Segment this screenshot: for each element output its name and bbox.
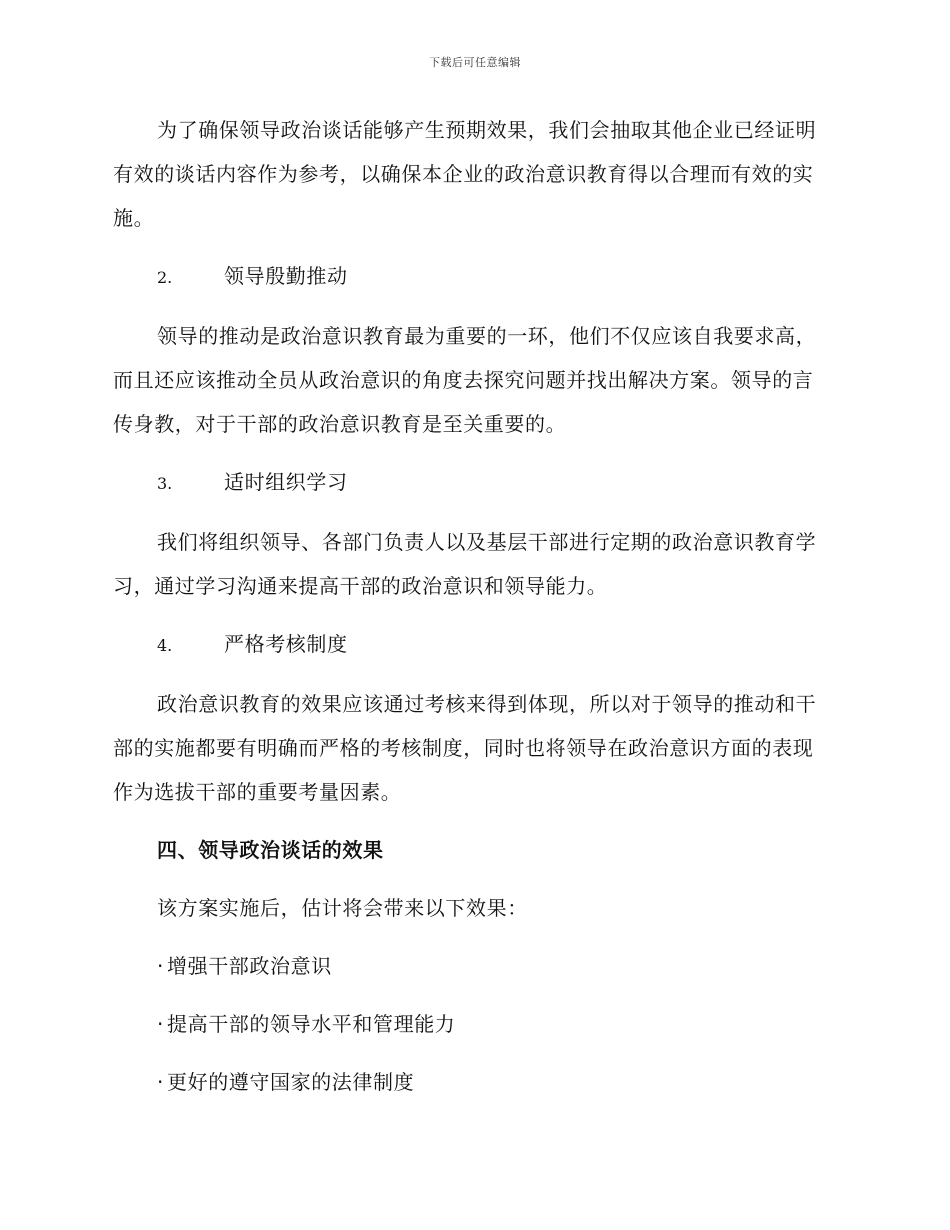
header-note: 下载后可任意编辑 — [429, 56, 521, 69]
list-heading-4 — [113, 622, 833, 668]
effects-intro: 该方案实施后，估计将会带来以下效果： — [157, 896, 528, 920]
document-body — [113, 108, 833, 1104]
list-number: 2. — [157, 268, 173, 287]
list-number: 4. — [157, 636, 173, 655]
bullet-item — [113, 1060, 833, 1104]
section-title: 四、领导政治谈话的效果 — [157, 838, 384, 862]
bullet-dot: · — [157, 1012, 164, 1036]
bullet-dot: · — [157, 954, 164, 978]
bullet-item — [113, 1002, 833, 1046]
bullet-item — [113, 944, 833, 988]
list-title: 适时组织学习 — [224, 470, 348, 494]
paragraph-assessment: 政治意识教育的效果应该通过考核来得到体现，所以对于领导的推动和干部的实施都要有明确而严格的考核制度，同时也将领导在政治意识方面的表现作为选拔干部的重要考量因素。 — [113, 692, 817, 804]
list-title: 领导殷勤推动 — [224, 264, 348, 288]
bullet-dot: · — [157, 1070, 164, 1094]
list-heading-3 — [113, 460, 833, 506]
bullet-text: 提高干部的领导水平和管理能力 — [167, 1012, 456, 1036]
list-title: 严格考核制度 — [224, 632, 348, 656]
paragraph-study: 我们将组织领导、各部门负责人以及基层干部进行定期的政治意识教育学习，通过学习沟通来提高干部的政治意识和领导能力。 — [113, 530, 817, 598]
paragraph-leader-push: 领导的推动是政治意识教育最为重要的一环，他们不仅应该自我要求高，而且还应该推动全员从政治意识的角度去探究问题并找出解决方案。领导的言传身教，对于干部的政治意识教育是至关重要的。 — [113, 324, 817, 436]
paragraph-reference: 为了确保领导政治谈话能够产生预期效果，我们会抽取其他企业已经证明有效的谈话内容作为参考，以确保本企业的政治意识教育得以合理而有效的实施。 — [113, 118, 817, 230]
bullet-text: 更好的遵守国家的法律制度 — [167, 1070, 415, 1094]
list-number: 3. — [157, 474, 173, 493]
list-heading-2 — [113, 254, 833, 300]
bullet-text: 增强干部政治意识 — [167, 954, 332, 978]
